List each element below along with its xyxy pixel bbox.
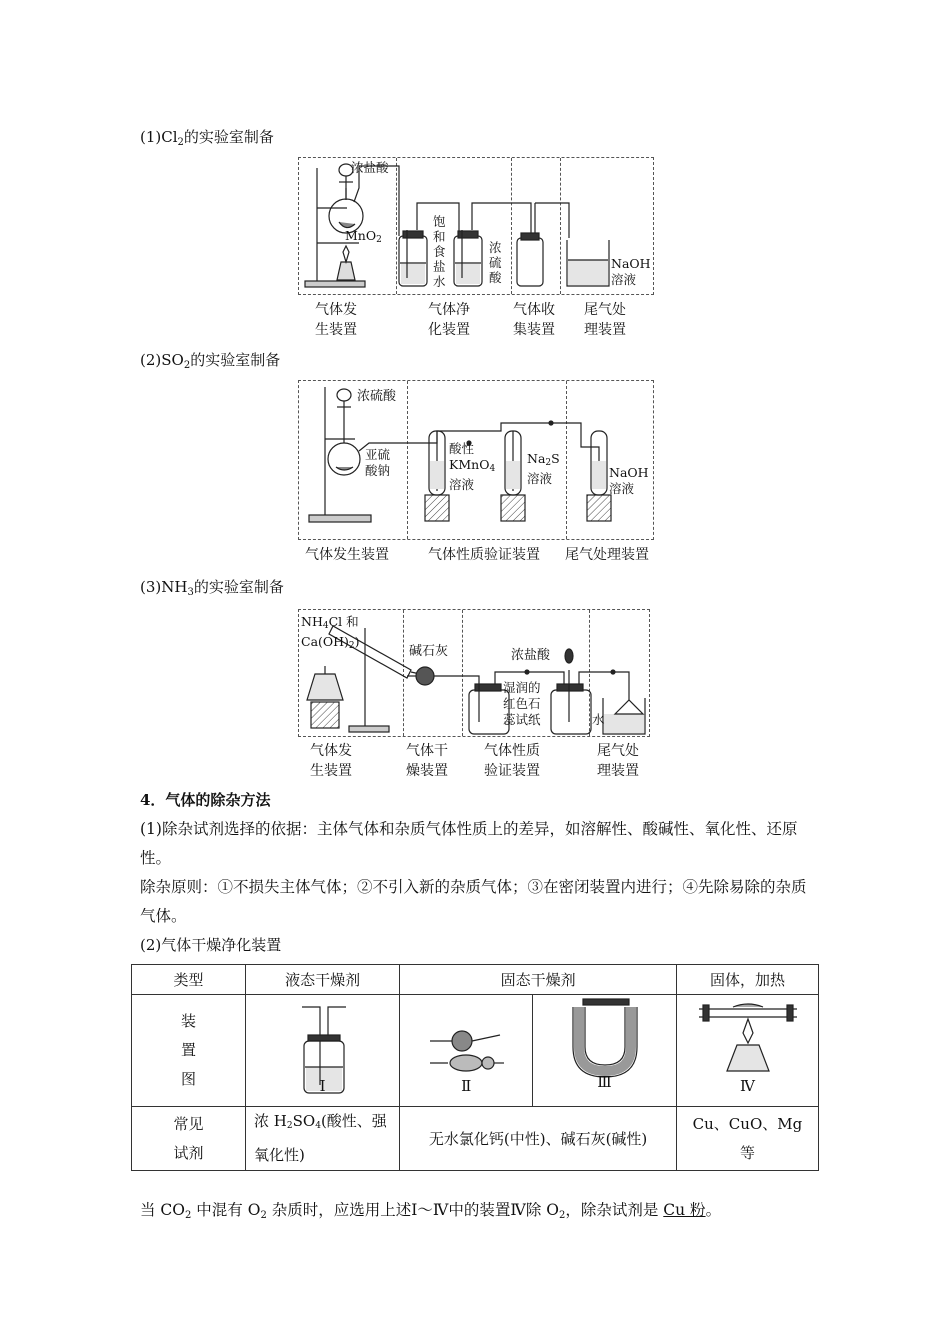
cl2-caption-generation: 气体发 生装置	[315, 302, 357, 338]
so2-apparatus-diagram	[298, 380, 654, 540]
label-acidic-kmno4: 酸性 KMnO4 溶液	[449, 441, 496, 492]
nh3-apparatus-diagram	[298, 609, 650, 737]
numeral-ii: Ⅱ	[461, 1077, 472, 1095]
cl2-heading: $(1)Cl_2$的实验室制备	[140, 128, 274, 148]
so2-caption-tail-gas: 尾气处理装置	[565, 547, 649, 563]
label-water: 水	[592, 712, 605, 727]
impurity-basis-paragraph: (1)除杂试剂选择的依据：主体气体和杂质气体性质上的差异，如溶解性、酸碱性、氧化性、还原性。	[140, 820, 798, 867]
drying-apparatus-heading: (2)气体干燥净化装置	[140, 936, 282, 954]
numeral-iv: Ⅳ	[739, 1077, 755, 1095]
row-label-reagents: 常见 试剂	[132, 1107, 246, 1171]
so2-caption-generation: 气体发生装置	[305, 547, 389, 563]
label-conc-h2so4: 浓硫酸	[357, 389, 397, 404]
numeral-iii: Ⅲ	[597, 1073, 612, 1091]
nh3-caption-verification: 气体性质 验证装置	[484, 743, 540, 779]
apparatus-ii-cell	[400, 995, 533, 1107]
cl2-caption-collection: 气体收 集装置	[513, 302, 555, 338]
table-reagent-row	[132, 1107, 819, 1171]
table-apparatus-row	[132, 995, 819, 1107]
numeral-i: Ⅰ	[319, 1077, 326, 1095]
cl2-apparatus-drawing	[299, 158, 653, 294]
so2-heading: $(2)SO_2$的实验室制备	[140, 351, 281, 371]
nh3-caption-drying: 气体干 燥装置	[406, 743, 448, 779]
nh3-caption-generation: 气体发 生装置	[310, 743, 352, 779]
label-saturated-brine: 饱 和 食 盐 水	[433, 214, 446, 289]
solid-reagent-cell: 无水氯化钙(中性)、碱石灰(碱性)	[400, 1107, 677, 1171]
label-mno2: MnO2	[345, 228, 382, 245]
nh3-heading: $(3)NH_3$的实验室制备	[140, 578, 284, 598]
label-litmus-paper: 湿润的 红色石 蕊试纸	[503, 680, 541, 727]
label-conc-hcl: 浓盐酸	[351, 160, 389, 175]
label-conc-hcl: 浓盐酸	[511, 648, 551, 663]
so2-caption-verification: 气体性质验证装置	[428, 547, 540, 563]
liquid-reagent-cell: 浓 H2SO4(酸性、强 氧化性)	[246, 1107, 400, 1171]
impurity-heading: 4．气体的除杂方法	[140, 791, 271, 809]
label-conc-h2so4: 浓 硫 酸	[489, 240, 502, 285]
cl2-apparatus-diagram	[298, 157, 654, 295]
cl2-caption-tail-gas: 尾气处 理装置	[584, 302, 626, 338]
label-naoh: NaOH 溶液	[609, 465, 649, 496]
header-type: 类型	[132, 965, 246, 995]
answer-cu-powder: Cu 粉	[663, 1201, 706, 1219]
header-liquid: 液态干燥剂	[246, 965, 400, 995]
impurity-principles-paragraph: 除杂原则：①不损失主体气体；②不引入新的杂质气体；③在密闭装置内进行；④先除易除的杂质气体。	[140, 878, 807, 925]
label-naoh: NaOH 溶液	[611, 256, 651, 287]
label-na2so3: 亚硫 酸钠	[365, 447, 391, 478]
heated-reagent-cell: Cu、CuO、Mg 等	[676, 1107, 818, 1171]
cl2-caption-purification: 气体净 化装置	[428, 302, 470, 338]
row-label-diagram: 装 置 图	[132, 995, 246, 1107]
nh3-caption-tail-gas: 尾气处 理装置	[597, 743, 639, 779]
apparatus-iv-cell	[676, 995, 818, 1107]
header-solid: 固态干燥剂	[400, 965, 677, 995]
label-reactants: NH4Cl 和 Ca(OH)2)	[301, 614, 360, 651]
conclusion-sentence: 当 $CO_2$ 中混有 $O_2$ 杂质时，应选用上述Ⅰ～Ⅳ中的装置Ⅳ除 $O_2$，除杂试剂是 Cu 粉。	[140, 1201, 722, 1221]
label-na2s: Na2S 溶液	[527, 451, 560, 486]
drying-apparatus-table	[131, 964, 819, 1171]
apparatus-i-cell	[246, 995, 400, 1107]
apparatus-iii-cell	[533, 995, 677, 1107]
header-heated: 固体，加热	[676, 965, 818, 995]
table-header-row	[132, 965, 819, 995]
label-soda-lime: 碱石灰	[409, 644, 449, 659]
